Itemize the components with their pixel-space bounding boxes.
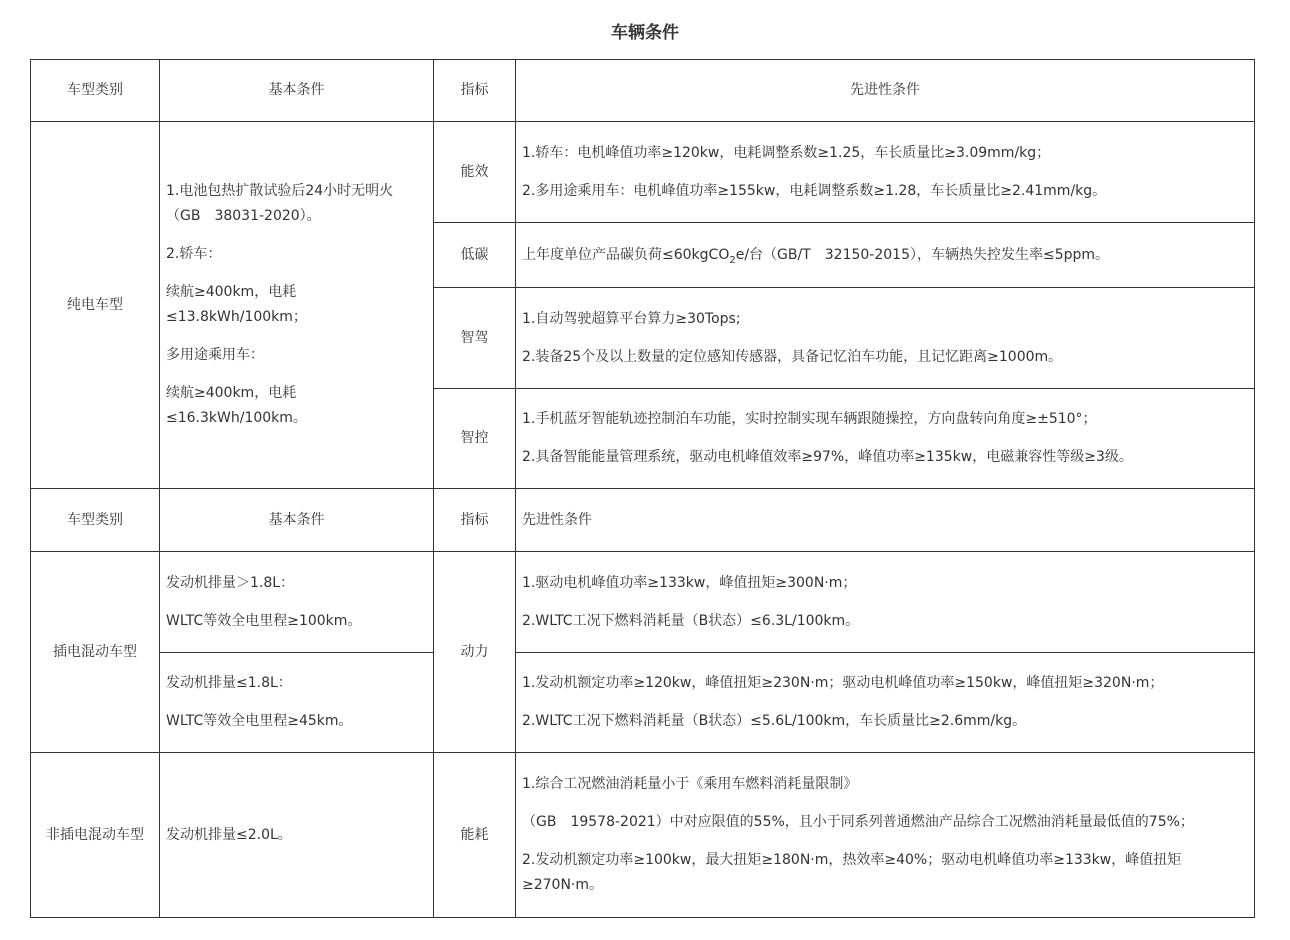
basic-line: 发动机排量≤1.8L： <box>166 675 292 691</box>
indicator-lowcarbon: 低碳 <box>434 223 516 288</box>
phev-basic-2 <box>160 653 434 753</box>
ev-basic-cell <box>160 122 434 489</box>
header-advanced: 先进性条件 <box>516 489 1255 552</box>
basic-line: WLTC等效全电里程≥100km。 <box>166 612 362 629</box>
advanced-line: 1.综合工况燃油消耗量小于《乘用车燃料消耗量限制》 <box>522 776 858 792</box>
indicator-consumption: 能耗 <box>434 753 516 918</box>
advanced-line: 2.WLTC工况下燃料消耗量（B状态）≤6.3L/100km。 <box>522 612 860 629</box>
advanced-line: 1.驱动电机峰值功率≥133kw，峰值扭矩≥300N·m； <box>522 574 857 591</box>
advanced-line: （GB 19578-2021）中对应限值的55%，且小于同系列普通燃油产品综合工况燃油消耗量最低值的75%； <box>522 814 1194 830</box>
hev-type-cell: 非插电混动车型 <box>31 753 160 918</box>
phev-row-2 <box>31 653 1255 753</box>
advanced-line: 1.发动机额定功率≥120kw，峰值扭矩≥230N·m；驱动电机峰值功率≥150kw，峰值扭矩≥320N·m； <box>522 675 1164 691</box>
phev-row-1 <box>31 552 1255 653</box>
ev-basic-line: 1.电池包热扩散试验后24小时无明火（GB 38031-2020）。 <box>166 183 394 224</box>
phev-advanced-2 <box>516 653 1255 753</box>
hev-basic: 发动机排量≤2.0L。 <box>160 753 434 918</box>
phev-advanced-1 <box>516 552 1255 653</box>
advanced-lowcarbon <box>516 223 1255 288</box>
advanced-line: 2.具备智能能量管理系统，驱动电机峰值效率≥97%，峰值功率≥135kw，电磁兼容性等级≥3级。 <box>522 449 1133 465</box>
advanced-smartcontrol <box>516 389 1255 489</box>
lowcarbon-text-b: e/台（GB/T 32150-2015），车辆热失控发生率≤5ppm。 <box>735 246 1110 263</box>
ev-type-cell: 纯电车型 <box>31 122 160 489</box>
advanced-line: 2.多用途乘用车：电机峰值功率≥155kw，电耗调整系数≥1.28，车长质量比≥2.41mm/kg。 <box>522 182 1107 199</box>
indicator-smartcontrol: 智控 <box>434 389 516 489</box>
basic-line: WLTC等效全电里程≥45km。 <box>166 713 353 729</box>
header-indicator: 指标 <box>434 60 516 122</box>
header-indicator: 指标 <box>434 489 516 552</box>
header-type: 车型类别 <box>31 60 160 122</box>
page-title: 车辆条件 <box>611 23 679 43</box>
advanced-line: 1.手机蓝牙智能轨迹控制泊车功能，实时控制实现车辆跟随操控，方向盘转向角度≥±510°； <box>522 411 1097 427</box>
phev-type-cell: 插电混动车型 <box>31 552 160 753</box>
ev-basic-line: 续航≥400km，电耗≤16.3kWh/100km。 <box>166 385 307 426</box>
header-advanced: 先进性条件 <box>516 60 1255 122</box>
advanced-line: 1.自动驾驶超算平台算力≥30Tops; <box>522 310 741 327</box>
header-row <box>31 60 1255 122</box>
advanced-line: 2.WLTC工况下燃料消耗量（B状态）≤5.6L/100km，车长质量比≥2.6mm/kg。 <box>522 713 1027 729</box>
hev-advanced <box>516 753 1255 918</box>
advanced-line <box>522 243 1248 268</box>
advanced-line: 2.装备25个及以上数量的定位感知传感器，具备记忆泊车功能，且记忆距离≥1000m。 <box>522 348 1063 365</box>
advanced-smartdrive <box>516 288 1255 389</box>
basic-line: 发动机排量＞1.8L： <box>166 574 295 591</box>
indicator-power: 动力 <box>434 552 516 753</box>
header-basic: 基本条件 <box>160 60 434 122</box>
header-type: 车型类别 <box>31 489 160 552</box>
lowcarbon-text-a: 上年度单位产品碳负荷≤60kgCO <box>522 246 730 263</box>
ev-basic-line: 续航≥400km，电耗≤13.8kWh/100km； <box>166 284 307 325</box>
advanced-line: 1.轿车：电机峰值功率≥120kw，电耗调整系数≥1.25，车长质量比≥3.09mm/kg； <box>522 144 1051 161</box>
ev-basic-line: 多用途乘用车： <box>166 347 264 363</box>
hev-row <box>31 753 1255 918</box>
vehicle-conditions-table <box>30 59 1255 918</box>
header-basic: 基本条件 <box>160 489 434 552</box>
indicator-smartdrive: 智驾 <box>434 288 516 389</box>
advanced-efficiency <box>516 122 1255 223</box>
ev-row-efficiency <box>31 122 1255 223</box>
ev-basic-line: 2.轿车： <box>166 246 222 262</box>
indicator-efficiency: 能效 <box>434 122 516 223</box>
phev-basic-1 <box>160 552 434 653</box>
co2-subscript: 2 <box>729 254 736 266</box>
advanced-line: 2.发动机额定功率≥100kw，最大扭矩≥180N·m，热效率≥40%；驱动电机峰值功率≥133kw，峰值扭矩≥270N·m。 <box>522 852 1182 893</box>
header-row-2 <box>31 489 1255 552</box>
